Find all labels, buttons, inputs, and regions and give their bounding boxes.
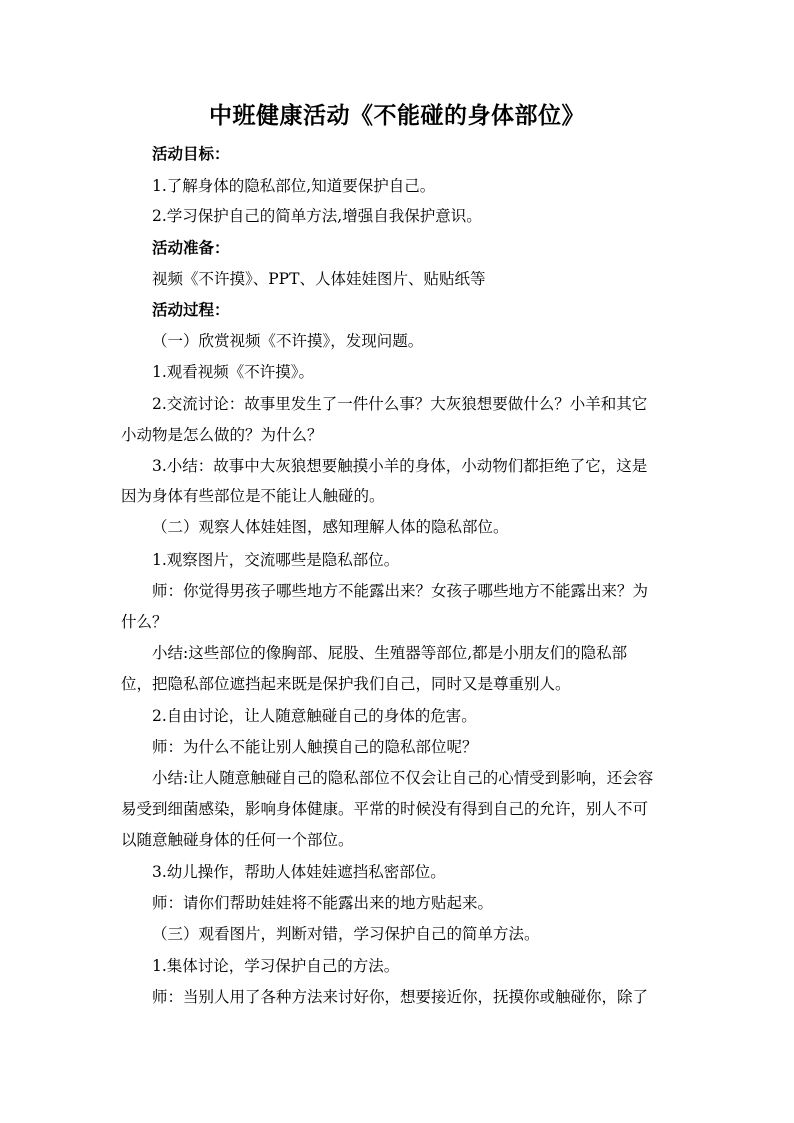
paragraph-line: 因为身体有些部位是不能让人触碰的。 — [121, 487, 385, 505]
section-heading-2: （二）观察人体娃娃图，感知理解人体的隐私部位。 — [152, 518, 509, 536]
paragraph-line: 视频《不许摸》、PPT、人体娃娃图片、贴贴纸等 — [152, 270, 486, 288]
heading-activity-process: 活动过程： — [152, 300, 230, 319]
paragraph-line: 师：当别人用了各种方法来讨好你，想要接近你，抚摸你或触碰你，除了 — [152, 988, 649, 1006]
heading-activity-preparation: 活动准备： — [152, 238, 230, 257]
section-heading-1: （一）欣赏视频《不许摸》，发现问题。 — [152, 332, 424, 350]
paragraph-line: 易受到细菌感染，影响身体健康。平常的时候没有得到自己的允许，别人不可 — [121, 800, 649, 818]
paragraph-line: 以随意触碰身体的任何一个部位。 — [121, 831, 354, 849]
paragraph-line: 位，把隐私部位遮挡起来既是保护我们自己，同时又是尊重别人。 — [121, 675, 571, 693]
paragraph-line: 2.学习保护自己的简单方法,增强自我保护意识。 — [152, 207, 482, 225]
heading-activity-goals: 活动目标： — [152, 144, 230, 163]
paragraph-line: 小结:这些部位的像胸部、屁股、生殖器等部位,都是小朋友们的隐私部 — [152, 644, 628, 662]
section-heading-3: （三）观看图片，判断对错，学习保护自己的简单方法。 — [152, 925, 540, 943]
paragraph-line: 1.集体讨论，学习保护自己的方法。 — [152, 957, 400, 975]
document-title: 中班健康活动《不能碰的身体部位》 — [209, 102, 585, 129]
paragraph-line: 3.小结：故事中大灰狼想要触摸小羊的身体，小动物们都拒绝了它，这是 — [152, 457, 648, 475]
paragraph-line: 2.自由讨论，让人随意触碰自己的身体的危害。 — [152, 707, 477, 725]
paragraph-line: 小动物是怎么做的？为什么？ — [121, 426, 323, 444]
paragraph-line: 师：为什么不能让别人触摸自己的隐私部位呢？ — [152, 738, 478, 756]
paragraph-line: 3.幼儿操作，帮助人体娃娃遮挡私密部位。 — [152, 863, 446, 881]
paragraph-line: 2.交流讨论：故事里发生了一件什么事？大灰狼想要做什么？小羊和其它 — [152, 395, 648, 413]
paragraph-line: 1.了解身体的隐私部位,知道要保护自己。 — [152, 177, 436, 195]
paragraph-line: 师：请你们帮助娃娃将不能露出来的地方贴起来。 — [152, 894, 494, 912]
paragraph-line: 什么？ — [121, 613, 168, 631]
paragraph-line: 1.观看视频《不许摸》。 — [152, 363, 315, 381]
paragraph-line: 小结:让人随意触碰自己的隐私部位不仅会让自己的心情受到影响，还会容 — [152, 769, 654, 787]
paragraph-line: 师：你觉得男孩子哪些地方不能露出来？女孩子哪些地方不能露出来？为 — [152, 582, 649, 600]
paragraph-line: 1.观察图片，交流哪些是隐私部位。 — [152, 551, 400, 569]
